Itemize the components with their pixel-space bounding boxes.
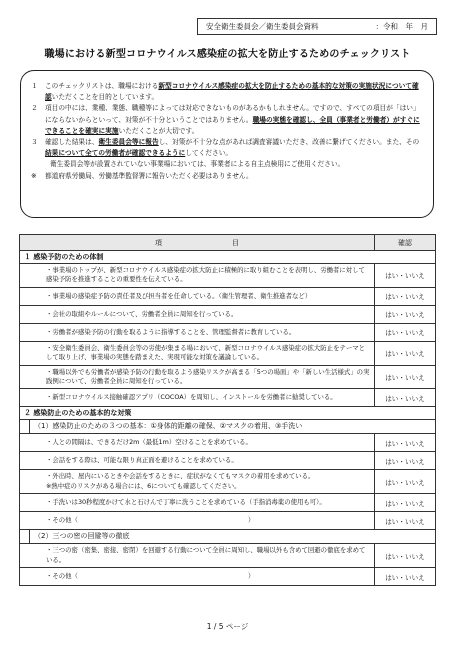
document-header-box bbox=[197, 18, 437, 35]
intro-item-3: ３ 確認した結果は、衛生委員会等に報告し、対策が不十分な点があれば調査審議いただき、改善に繋げてください。また、その結果について全ての労働者が確認できるようにしてください。 衛生委員会等が設置されていない事業場においては、事業者による自主点検用にご使用ください。 bbox=[31, 138, 420, 169]
yes-no-answer[interactable]: はい・いいえ bbox=[375, 544, 436, 568]
section-2-heading: ２ 感染防止のための基本的な対策 bbox=[20, 407, 436, 420]
page-title: 職場における新型コロナウイルス感染症の拡大を防止するためのチェックリスト bbox=[44, 49, 411, 60]
checklist-table bbox=[19, 234, 436, 586]
check-item: ・労働者が感染予防の行動を取るように指導することを、管理監督者に教育している。 bbox=[20, 323, 375, 341]
yes-no-answer[interactable]: はい・いいえ bbox=[375, 365, 436, 389]
yes-no-answer[interactable]: はい・いいえ bbox=[375, 494, 436, 512]
page-number: 1 / 5 ページ bbox=[206, 622, 249, 631]
intro-item-2: ２ 項目の中には、業種、業態、職種等によっては対応できないものがあるかもしれません。ですので、すべての項目が「はい」にならないからといって、対策が不十分ということではありません。職場の実態を確認し、全員（事業者と労働者）がすぐにできることを確実に実施いただくことが大切です。 bbox=[31, 104, 420, 135]
check-item: ・安全衛生委員会、衛生委員会等の労使が集まる場において、新型コロナウイルス感染症の拡大防止をテーマとして取り上げ、事業場の実態を踏まえた、実現可能な対策を議論している。 bbox=[20, 341, 375, 365]
yes-no-answer[interactable]: はい・いいえ bbox=[375, 389, 436, 407]
yes-no-answer[interactable]: はい・いいえ bbox=[375, 470, 436, 494]
heatstroke-note: ※熱中症のリスクがある場合には、6についても確認してください。 bbox=[46, 481, 241, 490]
yes-no-answer[interactable]: はい・いいえ bbox=[375, 264, 436, 288]
date-label: ：令和 年 月 bbox=[375, 22, 428, 31]
section-1-heading: １ 感染予防のための体制 bbox=[20, 251, 436, 264]
yes-no-answer[interactable]: はい・いいえ bbox=[375, 341, 436, 365]
yes-no-answer[interactable]: はい・いいえ bbox=[375, 568, 436, 586]
check-item-other: ・その他（ ） bbox=[20, 568, 375, 586]
yes-no-answer[interactable]: はい・いいえ bbox=[375, 287, 436, 305]
column-header-item: 項 目 bbox=[20, 235, 375, 251]
column-header-check: 確認 bbox=[375, 235, 436, 251]
subsection-1-row bbox=[20, 420, 436, 434]
check-item: ・外出時、屋内にいるときや会話をするときに、症状がなくてもマスクの着用を求めている。 ※熱中症のリスクがある場合には、6についても確認してください。 bbox=[20, 470, 375, 494]
check-item: ・会話をする際は、可能な限り真正面を避けることを求めている。 bbox=[20, 452, 375, 470]
check-item: ・人との間隔は、できるだけ2m（最低1m）空けることを求めている。 bbox=[20, 434, 375, 452]
yes-no-answer[interactable]: はい・いいえ bbox=[375, 323, 436, 341]
subsection-1-heading: （1）感染防止のための３つの基本：①身体的距離の確保、②マスクの着用、③手洗い bbox=[29, 420, 435, 433]
yes-no-answer[interactable]: はい・いいえ bbox=[375, 452, 436, 470]
check-item-other: ・その他（ ） bbox=[20, 512, 375, 530]
check-item: ・新型コロナウイルス接触確認アプリ（COCOA）を周知し、インストールを労働者に勧奨している。 bbox=[20, 389, 375, 407]
yes-no-answer[interactable]: はい・いいえ bbox=[375, 305, 436, 323]
intro-note: ※ 都道府県労働局、労働基準監督署に報告いただく必要はありません。 bbox=[31, 171, 253, 180]
subsection-2-heading: （2）三つの密の回避等の徹底 bbox=[29, 530, 435, 543]
check-item: ・職場以外でも労働者が感染予防の行動を取るよう感染リスクが高まる「5つの場面」や「新しい生活様式」の実践例について、労働者全員に周知を行っている。 bbox=[20, 365, 375, 389]
intro-item-1: １ このチェックリストは、職場における新型コロナウイルス感染症の拡大を防止するための基本的な対策の実施状況について確認いただくことを目的としています。 bbox=[31, 82, 419, 102]
check-item: ・三つの密（密集、密接、密閉）を回避する行動について全員に周知し、職場以外も含めて回避の徹底を求めている。 bbox=[20, 544, 375, 568]
committee-label: 安全衛生委員会／衛生委員会資料 bbox=[206, 22, 319, 31]
check-item: ・手洗いは30秒程度かけて水と石けんで丁寧に洗うことを求めている（手指消毒薬の使用も可）。 bbox=[20, 494, 375, 512]
intro-box bbox=[20, 70, 434, 218]
check-item: ・事業場の感染症予防の責任者及び担当者を任命している。（衛生管理者、衛生推進者など） bbox=[20, 287, 375, 305]
check-item: ・事業場のトップが、新型コロナウイルス感染症の拡大防止に積極的に取り組むことを表明し、労働者に対して感染予防を推進することの重要性を伝えている。 bbox=[20, 264, 375, 288]
subsection-2-row bbox=[20, 530, 436, 544]
check-item: ・会社の取組やルールについて、労働者全員に周知を行っている。 bbox=[20, 305, 375, 323]
yes-no-answer[interactable]: はい・いいえ bbox=[375, 434, 436, 452]
yes-no-answer[interactable]: はい・いいえ bbox=[375, 512, 436, 530]
